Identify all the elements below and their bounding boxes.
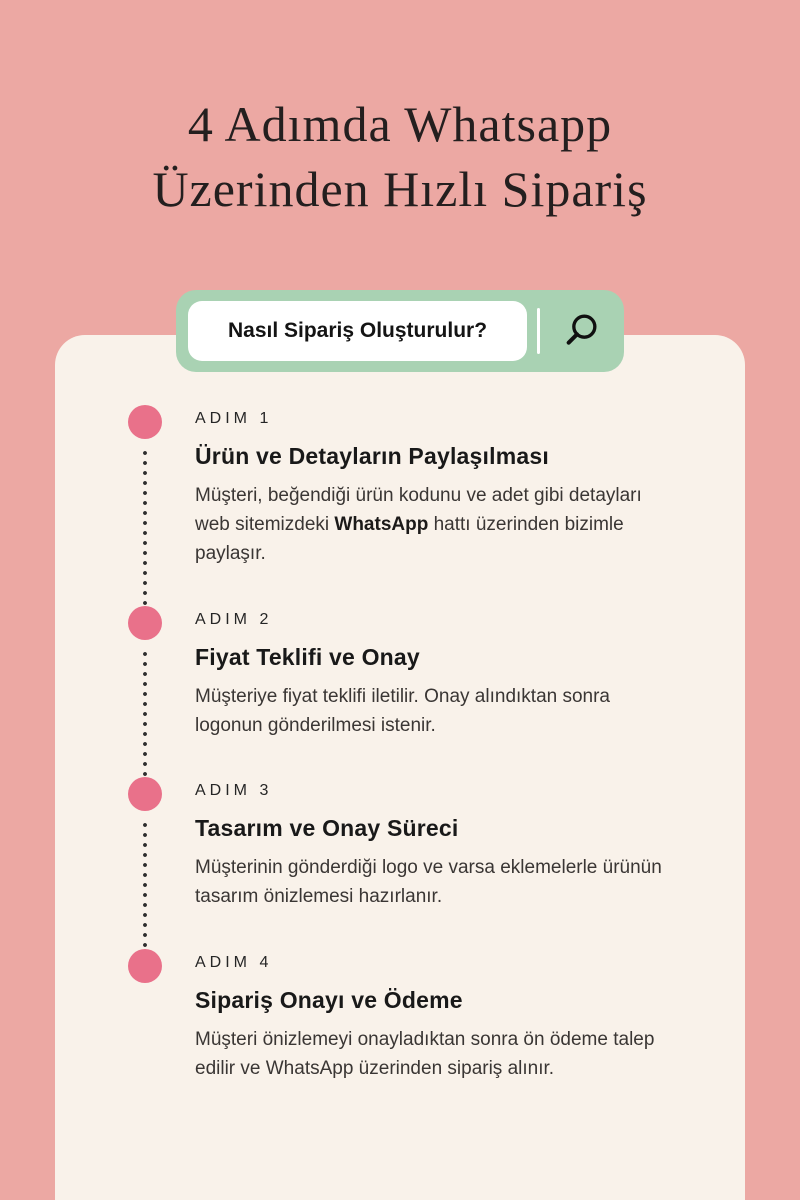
search-input[interactable]: Nasıl Sipariş Oluşturulur?: [188, 301, 527, 361]
timeline-connector: [143, 448, 147, 607]
step-4-marker: [110, 954, 180, 1084]
step-kicker: ADIM 1: [195, 410, 273, 427]
step-body: Müşterinin gönderdiği logo ve varsa eklemelerle ürünün tasarım önizlemesi hazırlanır.: [195, 857, 662, 908]
timeline-dot: [128, 606, 162, 640]
step-body: [195, 482, 673, 569]
timeline-dot: [128, 777, 162, 811]
search-bar: [176, 290, 624, 372]
step-3-content: [180, 782, 680, 912]
page-title: [0, 92, 800, 222]
step-heading: Tasarım ve Onay Süreci: [195, 815, 459, 842]
step-body: Müşteriye fiyat teklifi iletilir. Onay alındıktan sonra logonun gönderilmesi istenir.: [195, 685, 611, 736]
timeline-connector: [143, 820, 147, 950]
step-body-text: hattı üzerinden bizimle paylaşır.: [195, 513, 624, 564]
step-heading: Ürün ve Detayların Paylaşılması: [195, 443, 549, 469]
page-title-line2: Üzerinden Hızlı Sipariş: [152, 161, 648, 217]
divider: [537, 308, 540, 355]
timeline-dot: [128, 405, 162, 439]
content-panel: [55, 335, 745, 1200]
step-kicker: ADIM 4: [195, 954, 273, 972]
step-kicker: ADIM 2: [195, 610, 273, 628]
page-title-line1: 4 Adımda Whatsapp: [187, 96, 613, 152]
step-body-bold: WhatsApp: [334, 513, 429, 535]
search-button[interactable]: [550, 301, 612, 361]
step-heading: Sipariş Onayı ve Ödeme: [195, 987, 463, 1014]
step-3: [110, 782, 695, 912]
step-1: [110, 410, 695, 569]
step-heading: Fiyat Teklifi ve Onay: [195, 643, 420, 670]
step-body-text: Müşteri, beğendiği ürün kodunu ve adet gibi detayları web sitemizdeki: [195, 485, 642, 535]
step-4: [110, 954, 695, 1084]
steps-timeline: [110, 410, 695, 1200]
timeline-connector: [143, 649, 147, 779]
timeline-dot: [128, 949, 162, 983]
step-2-content: [180, 611, 680, 741]
step-4-content: [180, 954, 680, 1084]
step-2-marker: [110, 611, 180, 741]
step-body: Müşteri önizlemeyi onayladıktan sonra ön ödeme talep edilir ve WhatsApp üzerinden sipariş alınır.: [195, 1029, 655, 1079]
search-icon: [561, 310, 601, 353]
step-kicker: ADIM 3: [195, 782, 273, 800]
step-2: [110, 611, 695, 741]
step-1-content: [180, 410, 680, 569]
step-3-marker: [110, 782, 180, 912]
step-1-marker: [110, 410, 180, 569]
